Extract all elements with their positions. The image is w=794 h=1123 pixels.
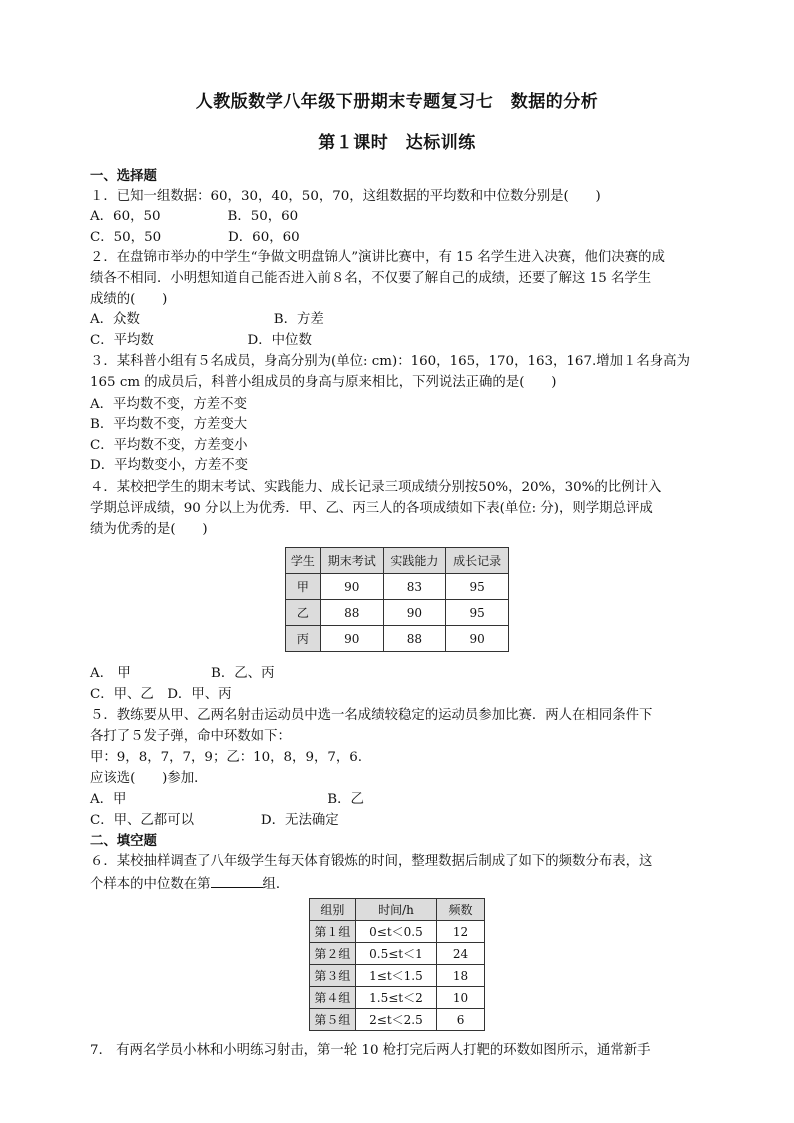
- table-cell: 95: [446, 574, 509, 600]
- q2-options-cd: C．平均数 D．中位数: [90, 333, 312, 348]
- q3-option-a: A．平均数不变，方差不变: [90, 397, 247, 412]
- table-cell: 1≤t＜1.5: [355, 965, 436, 987]
- table-row-label: 第１组: [310, 921, 356, 943]
- table-row: [310, 987, 485, 1009]
- table-row: [286, 626, 509, 652]
- q4-options-ab: A. 甲 B．乙、丙: [90, 666, 275, 681]
- table-header-row: [310, 899, 485, 921]
- frequency-table: [309, 898, 485, 1031]
- table-row-label: 第３组: [310, 965, 356, 987]
- table-row: [310, 943, 485, 965]
- q2-options-ab: A．众数 B．方差: [90, 312, 324, 327]
- table-row-label: 第５组: [310, 1009, 356, 1031]
- q2-line-2: 绩各不相同．小明想知道自己能否进入前８名，不仅要了解自己的成绩，还要了解这 15 名学生: [90, 271, 652, 286]
- table-header-cell: 组别: [310, 899, 356, 921]
- table-row: [286, 574, 509, 600]
- q4-line-3: 绩为优秀的是( ): [90, 522, 208, 537]
- table-row-label: 第４组: [310, 987, 356, 1009]
- table-cell: 10: [437, 987, 485, 1009]
- table-row-label: 第２组: [310, 943, 356, 965]
- table-cell: 1.5≤t＜2: [355, 987, 436, 1009]
- table-cell: 0.5≤t＜1: [355, 943, 436, 965]
- q5-line-2: 各打了５发子弹，命中环数如下：: [90, 729, 291, 744]
- table-header-cell: 成长记录: [446, 548, 509, 574]
- answer-blank: [211, 873, 263, 888]
- table-cell: 6: [437, 1009, 485, 1031]
- table-header-row: [286, 548, 509, 574]
- table-row-label: 甲: [286, 574, 321, 600]
- q5-options-ab: A．甲 B．乙: [90, 792, 364, 807]
- document-title: 人教版数学八年级下册期末专题复习七 数据的分析: [195, 92, 599, 112]
- table-cell: 88: [383, 626, 446, 652]
- q1-options-ab: A．60，50 B．50，60: [90, 209, 299, 224]
- q3-line-2: 165 cm 的成员后，科普小组成员的身高与原来相比，下列说法正确的是( ): [90, 375, 557, 390]
- table-header-cell: 期末考试: [320, 548, 383, 574]
- q3-option-c: C．平均数不变，方差变小: [90, 438, 248, 453]
- table-row: [310, 921, 485, 943]
- table-header-cell: 时间/h: [355, 899, 436, 921]
- q2-line-3: 成绩的( ): [90, 292, 168, 307]
- q1-options-cd: C．50，50 D．60，60: [90, 230, 300, 245]
- section-heading-choice: 一、选择题: [90, 168, 157, 184]
- q5-options-cd: C．甲、乙都可以 D．无法确定: [90, 813, 339, 828]
- q7-line-1: 7. 有两名学员小林和小明练习射击，第一轮 10 枪打完后两人打靶的环数如图所示，通常新手: [90, 1043, 651, 1058]
- q1-stem: １．已知一组数据：60，30，40，50，70，这组数据的平均数和中位数分别是( ): [90, 189, 601, 204]
- q3-line-1: ３．某科普小组有５名成员，身高分别为(单位: cm)：160，165，170，163，167.增加１名身高为: [90, 354, 690, 369]
- table-row: [286, 600, 509, 626]
- q4-line-1: ４．某校把学生的期末考试、实践能力、成长记录三项成绩分别按50%，20%，30%的比例计入: [90, 480, 662, 495]
- q6-line-1: ６．某校抽样调查了八年级学生每天体育锻炼的时间，整理数据后制成了如下的频数分布表，这: [90, 854, 653, 869]
- table-cell: 0≤t＜0.5: [355, 921, 436, 943]
- table-cell: 90: [446, 626, 509, 652]
- table-header-cell: 频数: [437, 899, 485, 921]
- table-row: [310, 1009, 485, 1031]
- q4-line-2: 学期总评成绩，90 分以上为优秀．甲、乙、丙三人的各项成绩如下表(单位: 分)，则学期总评成: [90, 501, 653, 516]
- table-header-cell: 实践能力: [383, 548, 446, 574]
- q2-line-1: ２．在盘锦市举办的中学生“争做文明盘锦人”演讲比赛中，有 15 名学生进入决赛，他们决赛的成: [90, 250, 665, 265]
- table-header-cell: 学生: [286, 548, 321, 574]
- score-table: [285, 547, 509, 652]
- table-cell: 83: [383, 574, 446, 600]
- q5-line-1: ５．教练要从甲、乙两名射击运动员中选一名成绩较稳定的运动员参加比赛．两人在相同条件下: [90, 708, 653, 723]
- table-cell: 88: [320, 600, 383, 626]
- q4-options-cd: C．甲、乙 D．甲、丙: [90, 687, 232, 702]
- q5-line-3: 甲：9，8，7，7，9；乙：10，8，9，7，6.: [90, 750, 363, 765]
- table-row: [310, 965, 485, 987]
- table-cell: 90: [320, 574, 383, 600]
- q3-option-b: B．平均数不变，方差变大: [90, 417, 248, 432]
- table-row-label: 乙: [286, 600, 321, 626]
- table-row-label: 丙: [286, 626, 321, 652]
- q6-line-2-end: 组．: [262, 877, 290, 892]
- q5-line-4: 应该选( )参加．: [90, 771, 208, 786]
- table-cell: 95: [446, 600, 509, 626]
- table-cell: 90: [320, 626, 383, 652]
- section-heading-fill: 二、填空题: [90, 833, 157, 849]
- q3-option-d: D．平均数变小，方差不变: [90, 458, 249, 473]
- table-cell: 12: [437, 921, 485, 943]
- table-cell: 2≤t＜2.5: [355, 1009, 436, 1031]
- q6-line-2: [90, 873, 715, 895]
- q6-line-2-start: 个样本的中位数在第: [90, 877, 211, 892]
- table-cell: 18: [437, 965, 485, 987]
- table-cell: 90: [383, 600, 446, 626]
- table-cell: 24: [437, 943, 485, 965]
- document-subtitle: 第１课时 达标训练: [318, 133, 476, 153]
